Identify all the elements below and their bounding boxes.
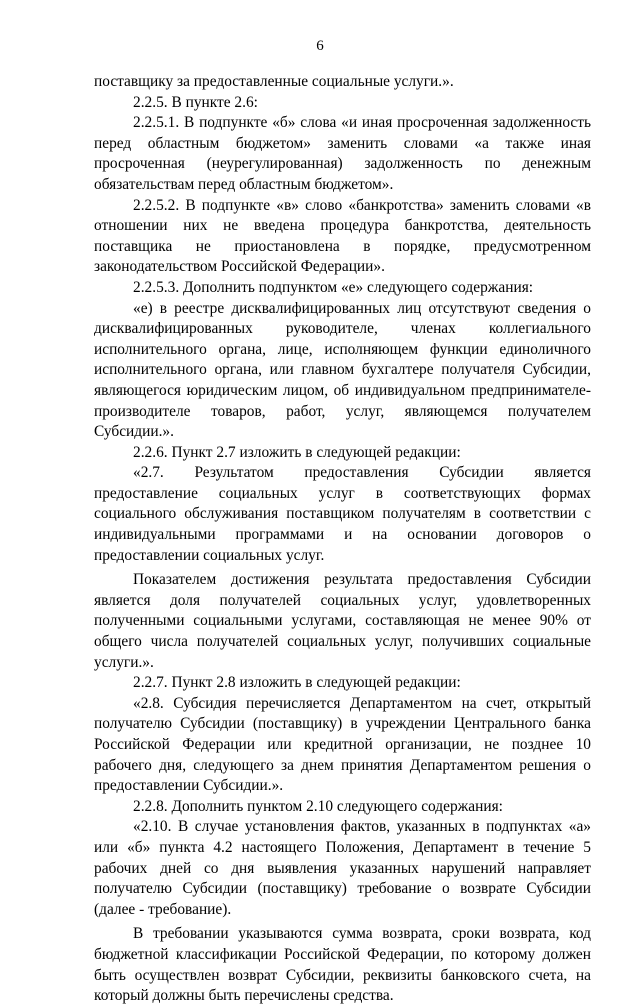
paragraph: поставщику за предоставленные социальные услуги.». bbox=[94, 73, 454, 90]
paragraph: 2.2.6. Пункт 2.7 изложить в следующей редакции: bbox=[133, 443, 461, 461]
paragraph: Показателем достижения результата предоставления Субсидии является доля получателей социальных услуг, удовлетворенных полученными социальными услугами, составляющая не менее 90% от общего числа получателей социальных услуг, получивших социальные услуги.». bbox=[94, 571, 591, 671]
paragraph: «2.7. Результатом предоставления Субсидии является предоставление социальных услуг в соответствующих формах социального обслуживания поставщиком получателям в соответствии с индивидуальными программами и на основании договоров о предоставлении социальных услуг. bbox=[94, 464, 591, 564]
paragraph: 2.2.7. Пункт 2.8 изложить в следующей редакции: bbox=[133, 674, 461, 692]
paragraph: «2.10. В случае установления фактов, указанных в подпунктах «а» или «б» пункта 4.2 настоящего Положения, Департамент в течение 5 рабочих дней со дня выявления указанных нарушений направляет получателю Субсидии (поставщику) требование о возврате Субсидии (далее - требование). bbox=[94, 818, 591, 918]
paragraph: 2.2.5. В пункте 2.6: bbox=[133, 93, 258, 111]
paragraph: 2.2.5.1. В подпункте «б» слова «и иная просроченная задолженность перед областным бюджетом» заменить словами «а также иная просроченная (неурегулированная) задолженность по денежным обязательствам перед областным бюджетом». bbox=[94, 114, 591, 193]
paragraph: «е) в реестре дисквалифицированных лиц отсутствуют сведения о дисквалифицированных руководителе, членах коллегиального исполнительного органа, лице, исполняющем функции единоличного исполнительного органа, или главном бухгалтере получателя Субсидии, являющегося юридическим лицом, об индивидуальном предпринимателе-производителе товаров, работ, услуг, являющемся получателем Субсидии.». bbox=[94, 299, 591, 441]
page-number: 6 bbox=[316, 38, 324, 54]
paragraph: 2.2.5.2. В подпункте «в» слово «банкротства» заменить словами «в отношении них не введена процедура банкротства, деятельность поставщика не приостановлена в порядке, предусмотренном законодательством Российской Федерации». bbox=[94, 196, 591, 276]
paragraph: 2.2.8. Дополнить пунктом 2.10 следующего содержания: bbox=[133, 797, 503, 815]
paragraph: 2.2.5.3. Дополнить подпунктом «е» следующего содержания: bbox=[133, 278, 534, 296]
paragraph: В требовании указываются сумма возврата, сроки возврата, код бюджетной классификации Российской Федерации, по которому должен быть осуществлен возврат Субсидии, реквизиты банковского счета, на который должны быть перечислены средства. bbox=[94, 925, 591, 1005]
paragraph: «2.8. Субсидия перечисляется Департаментом на счет, открытый получателю Субсидии (поставщику) в учреждении Центрального банка Российской Федерации или кредитной организации, не позднее 10 рабочего дня, следующего за днем принятия Департаментом решения о предоставлении Субсидии.». bbox=[94, 694, 591, 795]
document-body bbox=[94, 72, 591, 1007]
